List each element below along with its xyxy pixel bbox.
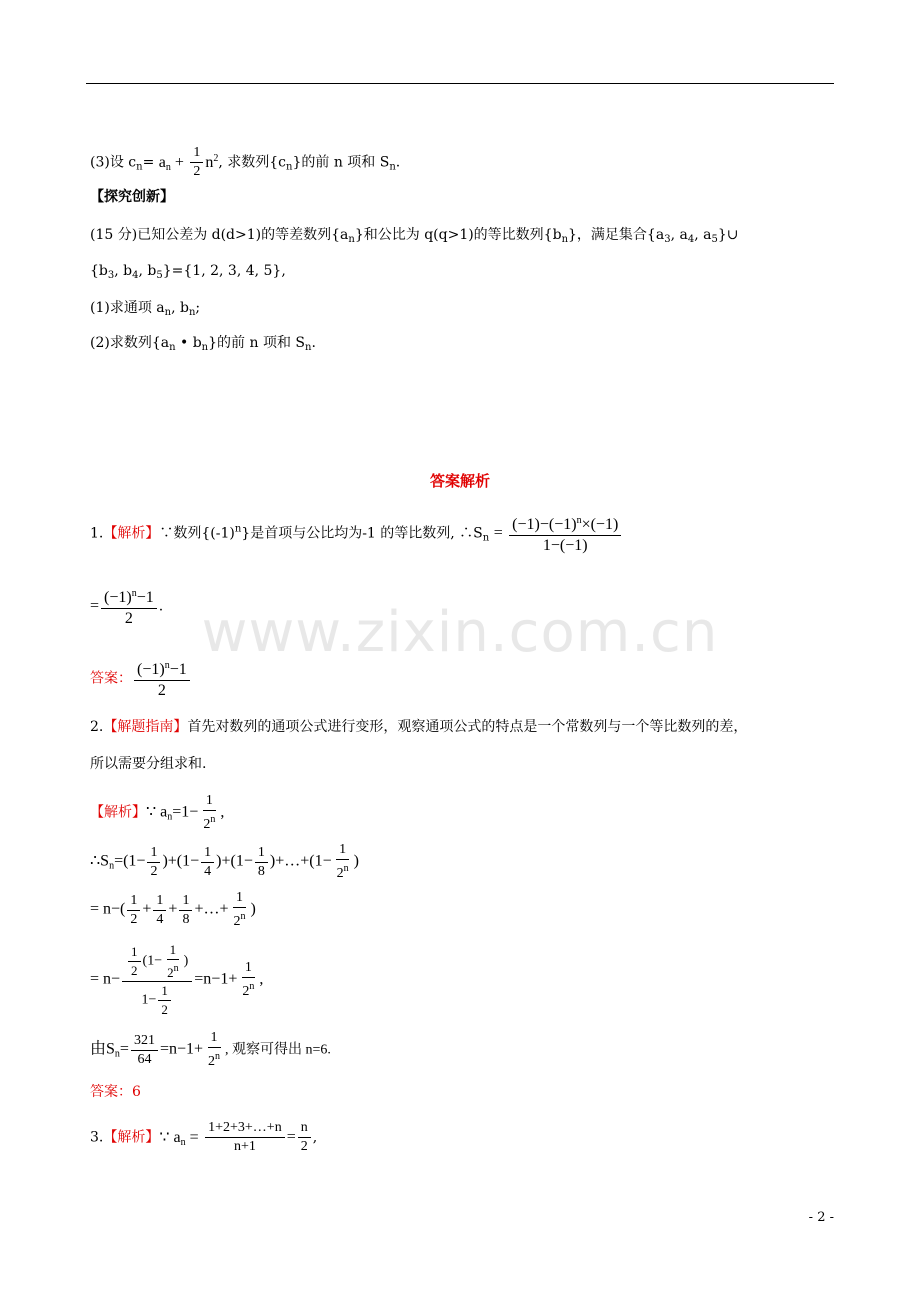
innovation-question-2: (2)求数列{$a_n$ • $b_n$}的前 n 项和 $S_n$. [90, 335, 316, 353]
answer-2-result: 答案：6 [90, 1084, 141, 1100]
answer-2-line-1: 【解析】∵ $a_n=1-$ $\frac{1}{2^n}$ , [90, 793, 225, 832]
answer-1-line-1: 1.【解析】∵数列$\{(-1)^n\}$是首项与公比均为-1 的等比数列, $\therefore S_n$ = $\frac{(-1)-(-1)^n\times(-1)}{1-(-1)}$ [90, 512, 623, 555]
answers-title: 答案解析 [429, 472, 490, 490]
answer-1-result: 答案： $\frac{(-1)^n-1}{2}$ [90, 657, 192, 700]
answer-2-hint-line-1: 2.【解题指南】首先对数列的通项公式进行变形，观察通项公式的特点是一个常数列与一个等比数列的差， [90, 719, 748, 735]
answer-2-line-2: $\therefore S_n=(1-$ $\frac{1}{2}$ )+(1− $\frac{1}{4}$ )+(1− $\frac{1}{8}$ )+…+(1− $\frac{1}{2^n}$ ) [90, 842, 359, 881]
answer-3-line-1: 3.【解析】∵ $a_n$ = $\frac{1+2+3+\dots+n}{n+1}$ = $\frac{n}{2}$ , [90, 1120, 318, 1154]
answer-2-hint-line-2: 所以需要分组求和. [90, 756, 207, 772]
innovation-line-1: (15 分)已知公差为 d(d>1)的等差数列$\{a_n\}$和公比为 q(q>1)的等比数列$\{b_n\}$，满足集合{$a_3$, $a_4$, $a_5\}\cup$ [90, 227, 739, 245]
answer-2-line-3: = n−( $\frac{1}{2}$ + $\frac{1}{4}$ + $\frac{1}{8}$ +…+ $\frac{1}{2^n}$ ) [90, 890, 256, 929]
watermark: www.zixin.com.cn [201, 600, 719, 665]
answer-1-line-2: = $\frac{(-1)^n-1}{2}$ . [90, 585, 163, 628]
innovation-question-1: (1)求通项 $a_n$, $b_n$; [90, 300, 201, 318]
answer-2-line-4: = n− $\frac{1}{2}$ (1− $\frac{1}{2^n}$ ) 1− $\frac{1}{2}$ =n−1+ $\frac{1}{2^n}$ , [90, 942, 264, 1017]
header-rule [86, 83, 834, 84]
problem-3-part-3: (3)设 $c_n= a_n$ + $\frac{1}{2}$ $n^2$, 求数列$\{c_n\}$的前 n 项和 $S_n$. [90, 145, 401, 179]
answer-1-fraction: $\frac{(-1)-(-1)^n\times(-1)}{1-(-1)}$ [509, 512, 621, 555]
half-fraction: $\frac{1}{2}$ [190, 145, 203, 180]
page-number: - 2 - [808, 1210, 834, 1225]
innovation-line-2: {$b_3$, $b_4$, $b_5\}=\{1$, 2, 3, 4, 5}, [90, 263, 286, 281]
answer-2-line-5: 由$S_n=$ $\frac{321}{64}$ =n−1+ $\frac{1}{2^n}$ , 观察可得出 n=6. [90, 1030, 331, 1069]
section-heading: 【探究创新】 [90, 189, 174, 205]
